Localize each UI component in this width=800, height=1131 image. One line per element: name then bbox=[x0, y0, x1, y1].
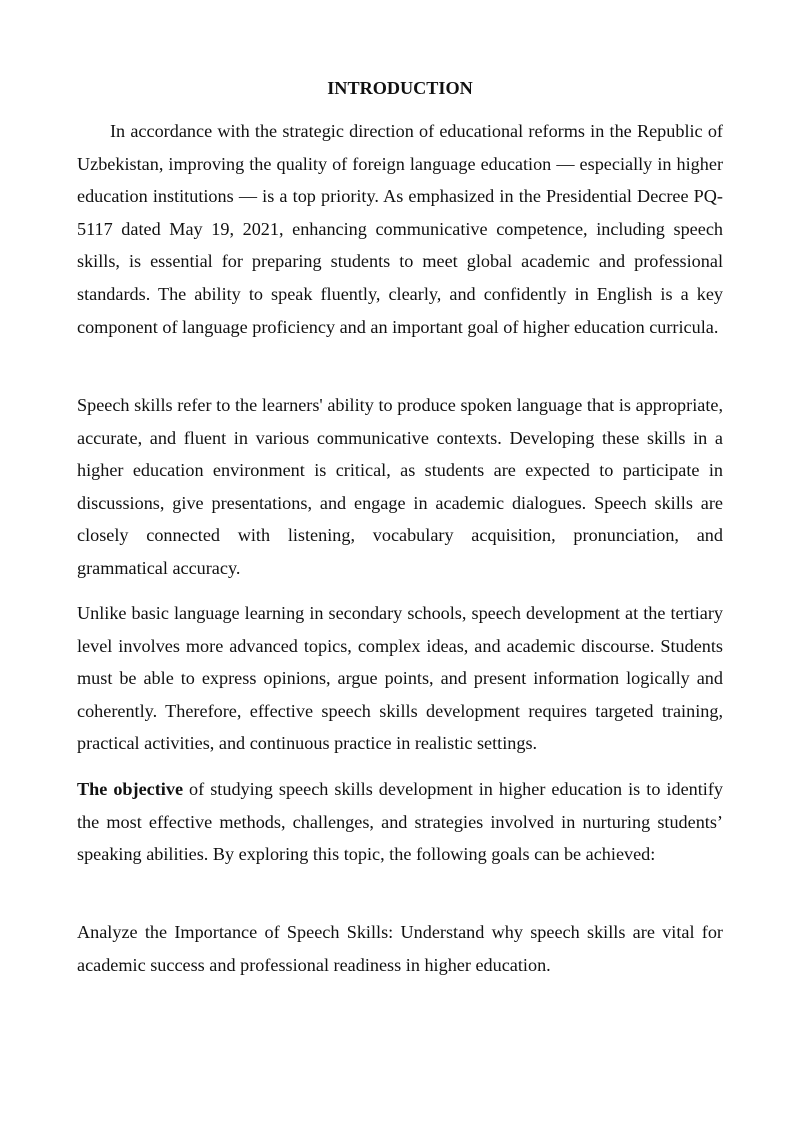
paragraph-intro: In accordance with the strategic direction of educational reforms in the Republic of Uzbekistan, improving the quality of foreign language education — especially in higher education institutions — is a top priority. As emphasized in the Presidential Decree PQ-5117 dated May 19, 2021, enhancing communicative competence, including speech skills, is essential for preparing students to meet global academic and professional standards. The ability to speak fluently, clearly, and confidently in English is a key component of language proficiency and an important goal of higher education curricula. bbox=[77, 121, 723, 337]
paragraph-objective bbox=[77, 773, 723, 871]
paragraph-speech-skills: Speech skills refer to the learners' ability to produce spoken language that is appropriate, accurate, and fluent in various communicative contexts. Developing these skills in a higher education environment is critical, as students are expected to participate in discussions, give presentations, and engage in academic dialogues. Speech skills are closely connected with listening, vocabulary acquisition, pronunciation, and grammatical accuracy. bbox=[77, 395, 723, 578]
paragraph-analyze-importance: Analyze the Importance of Speech Skills: Understand why speech skills are vital for academic success and professional readiness in higher education. bbox=[77, 922, 723, 975]
page-title: INTRODUCTION bbox=[327, 78, 473, 98]
objective-lead: The objective bbox=[77, 779, 184, 799]
objective-text: of studying speech skills development in higher education is to identify the most effective methods, challenges, and strategies involved in nurturing students’ speaking abilities. By exploring this topic, the following goals can be achieved: bbox=[77, 779, 723, 865]
paragraph-tertiary-level: Unlike basic language learning in secondary schools, speech development at the tertiary level involves more advanced topics, complex ideas, and academic discourse. Students must be able to express opinions, argue points, and present information logically and coherently. Therefore, effective speech skills development requires targeted training, practical activities, and continuous practice in realistic settings. bbox=[77, 603, 723, 754]
